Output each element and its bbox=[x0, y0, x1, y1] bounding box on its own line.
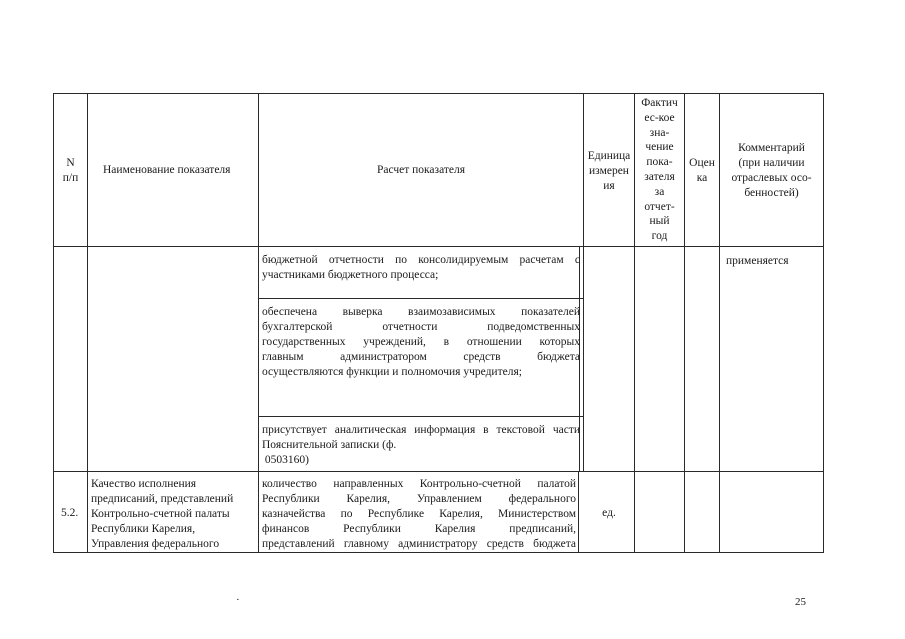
row-52-name bbox=[91, 477, 257, 552]
cont-calc-2-line5: осуществляются функции и полномочия учредителя; bbox=[262, 366, 522, 378]
header-calc: Расчет показателя bbox=[376, 164, 466, 176]
row-52-name-line5: Управления федерального bbox=[91, 538, 220, 550]
col-num-right bbox=[87, 93, 88, 553]
header-actual-line8: отчет- bbox=[644, 200, 675, 213]
row-52-calc-line1: количество направленных Контрольно-счетной палатой bbox=[262, 478, 576, 490]
cont-calc-3-line1: присутствует аналитическая информация в текстовой части bbox=[262, 424, 580, 436]
cont-calc-2-line4: главным администратором средств бюджета bbox=[262, 351, 580, 363]
table-top-border bbox=[53, 93, 824, 94]
header-actual-line7: за bbox=[654, 185, 665, 198]
header-num bbox=[54, 156, 87, 186]
row-52-calc-line4: финансов Республики Карелия предписаний, bbox=[262, 523, 576, 535]
header-num-line2: п/п bbox=[62, 172, 79, 184]
cont-calc-1-line2: участниками бюджетного процесса; bbox=[262, 269, 439, 281]
header-unit-line1: Единица bbox=[587, 150, 631, 162]
cont-calc-2 bbox=[262, 305, 580, 380]
calc-divider-1 bbox=[258, 298, 583, 299]
row-52-unit: ед. bbox=[602, 507, 616, 519]
header-score-line1: Оцен bbox=[689, 157, 715, 169]
header-actual-line6: зателя bbox=[644, 170, 675, 183]
header-comment bbox=[720, 141, 823, 201]
col-right-border bbox=[823, 93, 824, 553]
header-score-line2: ка bbox=[696, 172, 708, 184]
header-actual-line10: год bbox=[651, 230, 668, 243]
header-actual bbox=[635, 96, 684, 244]
cont-calc-2-line3: государственных учреждений, в отношении которых bbox=[262, 336, 580, 348]
header-unit-line3: ия bbox=[603, 180, 615, 192]
header-comment-line1: Комментарий bbox=[738, 142, 805, 154]
table-bottom-border bbox=[53, 552, 824, 553]
header-comment-line3: отраслевых осо- bbox=[731, 172, 812, 184]
header-actual-line1: Фактич bbox=[641, 97, 678, 109]
header-score bbox=[685, 156, 719, 186]
col-name-right bbox=[258, 93, 259, 553]
col-unit-right-lower bbox=[634, 471, 635, 553]
header-actual-line9: ный bbox=[649, 215, 670, 228]
cont-calc-2-line2: бухгалтерской отчетности подведомственных bbox=[262, 321, 580, 333]
row-52-name-line3: Контрольно-счетной палаты bbox=[91, 508, 230, 520]
header-comment-line2: (при наличии bbox=[738, 157, 805, 169]
cont-comment: применяется bbox=[726, 255, 789, 267]
cont-calc-2-line1: обеспечена выверка взаимозависимых показателей bbox=[262, 306, 580, 318]
header-name: Наименование показателя bbox=[103, 164, 231, 176]
col-calc-right-inner bbox=[578, 471, 579, 553]
cont-calc-3 bbox=[262, 423, 580, 468]
row-52-num: 5.2. bbox=[61, 507, 79, 519]
row-52-calc-line3: казначейства по Республике Карелия, Министерством bbox=[262, 508, 576, 520]
row-52-top-border bbox=[53, 471, 824, 472]
cont-calc-1 bbox=[262, 253, 580, 283]
row-52-name-line2: предписаний, представлений bbox=[91, 493, 234, 505]
header-actual-line2: ес-кое bbox=[644, 111, 675, 124]
row-52-name-line4: Республики Карелия, bbox=[91, 523, 196, 535]
cont-calc-3-line2: Пояснительной записки (ф. bbox=[262, 439, 397, 451]
header-actual-line3: зна- bbox=[649, 126, 670, 139]
footer-dot: · bbox=[236, 594, 240, 606]
row-52-calc-line5: представлений главному администратору средств бюджета bbox=[262, 538, 576, 550]
row-52-calc bbox=[262, 477, 576, 552]
header-unit bbox=[584, 149, 634, 194]
header-unit-line2: измерен bbox=[589, 165, 629, 177]
row-52-name-line1: Качество исполнения bbox=[91, 478, 197, 490]
header-comment-line4: бенностей) bbox=[744, 187, 799, 199]
header-num-line1: N bbox=[66, 157, 75, 169]
header-actual-line5: пока- bbox=[646, 156, 673, 169]
page-number: 25 bbox=[795, 596, 806, 608]
header-actual-line4: чение bbox=[645, 141, 674, 154]
cont-calc-1-line1: бюджетной отчетности по консолидируемым расчетам с bbox=[262, 254, 580, 266]
row-52-calc-line2: Республики Карелия, Управлением федерального bbox=[262, 493, 576, 505]
cont-calc-3-line3: 0503160) bbox=[262, 454, 309, 466]
header-bottom-border bbox=[53, 246, 824, 247]
calc-divider-2 bbox=[258, 416, 583, 417]
